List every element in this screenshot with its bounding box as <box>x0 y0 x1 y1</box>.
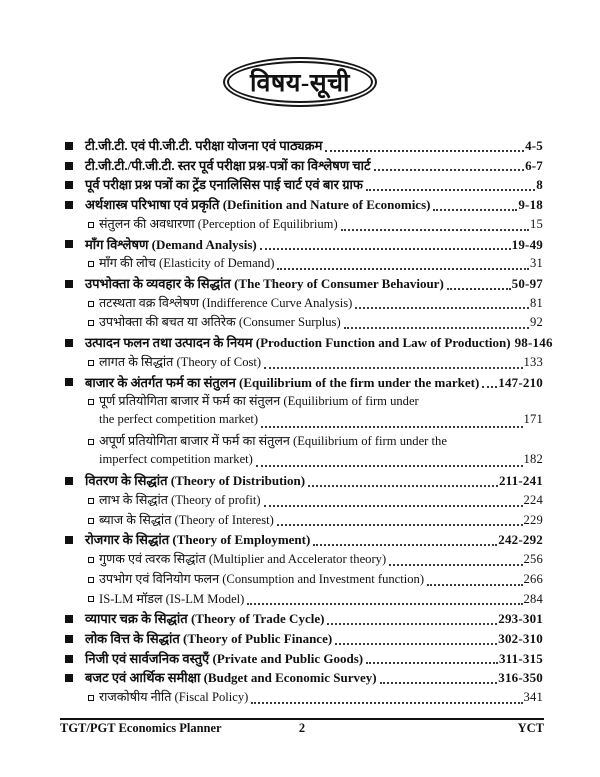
toc-entry <box>65 294 543 314</box>
toc-page-number: 311-315 <box>498 650 543 666</box>
toc-page-number: 50-97 <box>511 276 543 292</box>
toc-page-number: 19-49 <box>511 236 543 252</box>
filled-square-bullet-icon <box>65 339 73 347</box>
hollow-square-bullet-icon <box>88 557 94 563</box>
toc-entry-line <box>65 609 543 629</box>
toc-entry <box>65 471 543 491</box>
toc-entry <box>65 195 543 215</box>
dot-leader <box>433 209 517 211</box>
toc-entry <box>65 570 543 590</box>
toc-page-number: 4-5 <box>525 138 543 153</box>
toc-entry-line <box>65 215 543 235</box>
toc-entry <box>65 175 543 195</box>
toc-entry <box>65 530 543 550</box>
page-title: विषय-सूची <box>250 70 350 97</box>
toc-list <box>65 136 553 708</box>
hollow-square-bullet-icon <box>88 222 94 228</box>
toc-entry <box>65 609 543 629</box>
toc-page-number: 341 <box>523 690 543 705</box>
toc-entry <box>65 491 543 511</box>
toc-entry-label: राजकोषीय नीति (Fiscal Policy) <box>99 690 249 705</box>
toc-entry-line <box>65 136 543 156</box>
toc-entry-label: माँग की लोच (Elasticity of Demand) <box>99 256 275 271</box>
dot-leader <box>313 544 497 546</box>
toc-entry-label: माँग विश्लेषण (Demand Analysis) <box>85 236 257 252</box>
filled-square-bullet-icon <box>65 536 73 544</box>
toc-page-number: 242-292 <box>498 532 543 548</box>
toc-page-number: 171 <box>523 412 543 427</box>
hollow-square-bullet-icon <box>88 596 94 602</box>
toc-entry <box>65 392 543 431</box>
toc-entry-label: तटस्थता वक्र विश्लेषण (Indifference Curve Analysis) <box>99 295 353 310</box>
filled-square-bullet-icon <box>65 162 73 170</box>
toc-entry-line <box>65 313 543 333</box>
filled-square-bullet-icon <box>65 635 73 643</box>
hollow-square-bullet-icon <box>88 498 94 504</box>
toc-page-number: 31 <box>530 256 543 271</box>
hollow-square-bullet-icon <box>88 360 94 366</box>
dot-leader <box>389 564 522 566</box>
toc-entry-label-continued: imperfect competition market) <box>99 451 253 466</box>
toc-entry-line <box>65 590 543 610</box>
toc-entry-label: अर्थशास्त्र परिभाषा एवं प्रकृति (Definition and Nature of Economics) <box>85 197 431 213</box>
toc-page-number: 229 <box>523 512 543 527</box>
filled-square-bullet-icon <box>65 142 73 150</box>
toc-entry-line <box>65 550 543 570</box>
dot-leader <box>247 603 522 605</box>
toc-entry-label: पूर्ण प्रतियोगिता बाजार में फर्म का संतुलन (Equilibrium of firm under <box>99 394 419 409</box>
title-oval <box>223 57 377 107</box>
dot-leader <box>427 584 522 586</box>
toc-entry-line <box>65 274 543 294</box>
dot-leader <box>380 682 498 684</box>
toc-entry-label: संतुलन की अवधारणा (Perception of Equilibrium) <box>99 216 338 231</box>
toc-entry-line <box>65 432 543 452</box>
toc-entry-label: उपभोक्ता की बचत या अतिरेक (Consumer Surplus) <box>99 315 341 330</box>
toc-entry-label: उपभोग एवं विनियोग फलन (Consumption and Investment function) <box>99 571 425 586</box>
toc-entry-line <box>65 392 543 412</box>
dot-leader <box>325 150 524 152</box>
toc-entry-label: व्यापार चक्र के सिद्धांत (Theory of Trade Cycle) <box>85 611 325 627</box>
toc-entry-line <box>65 156 543 176</box>
dot-leader <box>261 426 522 428</box>
dot-leader <box>256 465 523 467</box>
page-footer <box>60 718 544 736</box>
toc-entry-label: बाजार के अंतर्गत फर्म का संतुलन (Equilibrium of the firm under the market) <box>85 374 480 390</box>
dot-leader <box>251 702 522 704</box>
dot-leader <box>308 485 498 487</box>
toc-entry <box>65 432 543 471</box>
filled-square-bullet-icon <box>65 181 73 189</box>
dot-leader <box>374 169 524 171</box>
filled-square-bullet-icon <box>65 240 73 248</box>
toc-entry-line <box>65 333 553 353</box>
dot-leader <box>335 643 497 645</box>
toc-page-number: 98-146 <box>514 335 553 351</box>
footer-row <box>60 720 544 736</box>
filled-square-bullet-icon <box>65 280 73 288</box>
footer-publisher: YCT <box>517 721 544 735</box>
toc-page-number: 256 <box>523 552 543 567</box>
toc-entry-line <box>65 511 543 531</box>
toc-entry <box>65 156 543 176</box>
filled-square-bullet-icon <box>65 201 73 209</box>
toc-page-number: 8 <box>536 177 543 193</box>
filled-square-bullet-icon <box>65 477 73 485</box>
toc-page-number: 147-210 <box>498 374 543 390</box>
toc-entry-line <box>65 353 543 373</box>
toc-entry-label: गुणक एवं त्वरक सिद्धांत (Multiplier and Accelerator theory) <box>99 552 387 567</box>
toc-entry-line <box>65 688 543 708</box>
toc-page-number: 81 <box>530 295 543 310</box>
toc-entry <box>65 136 543 156</box>
toc-page-number: 302-310 <box>498 630 543 646</box>
toc-entry <box>65 373 543 393</box>
toc-entry-label: उत्पादन फलन तथा उत्पादन के नियम (Production Function and Law of Production) <box>85 335 511 351</box>
toc-entry <box>65 511 543 531</box>
dot-leader <box>355 307 529 309</box>
toc-entry-line <box>65 530 543 550</box>
toc-page-number: 316-350 <box>498 670 543 686</box>
toc-entry-label: उपभोक्ता के व्यवहार के सिद्धांत (The Theory of Consumer Behaviour) <box>85 276 444 292</box>
toc-entry-line <box>65 235 543 255</box>
filled-square-bullet-icon <box>65 378 73 386</box>
toc-entry-label: बजट एवं आर्थिक समीक्षा (Budget and Economic Survey) <box>85 670 377 686</box>
toc-entry-label: लागत के सिद्धांत (Theory of Cost) <box>99 354 262 369</box>
toc-entry-label: IS-LM मॉडल (IS-LM Model) <box>99 591 245 606</box>
dot-leader <box>264 367 522 369</box>
toc-entry <box>65 215 543 235</box>
footer-book-title: TGT/PGT Economics Planner <box>60 721 222 735</box>
toc-entry-line-continued <box>65 412 543 432</box>
toc-entry <box>65 629 543 649</box>
toc-page-number: 211-241 <box>498 473 543 489</box>
toc-entry-label: टी.जी.टी. एवं पी.जी.टी. परीक्षा योजना एवं पाठ्यक्रम <box>85 138 323 153</box>
dot-leader <box>277 524 523 526</box>
dot-leader <box>344 327 529 329</box>
hollow-square-bullet-icon <box>88 695 94 701</box>
toc-entry <box>65 649 543 669</box>
toc-entry-label-continued: the perfect competition market) <box>99 412 259 427</box>
toc-entry-line <box>65 294 543 314</box>
toc-entry-line <box>65 649 543 669</box>
toc-entry-line <box>65 570 543 590</box>
toc-entry <box>65 590 543 610</box>
toc-page-number: 293-301 <box>498 611 543 627</box>
hollow-square-bullet-icon <box>88 518 94 524</box>
toc-page-number: 182 <box>523 451 543 466</box>
filled-square-bullet-icon <box>65 655 73 663</box>
dot-leader <box>260 248 511 250</box>
hollow-square-bullet-icon <box>88 301 94 307</box>
toc-page-number: 15 <box>530 216 543 231</box>
toc-entry <box>65 235 543 255</box>
dot-leader <box>366 662 498 664</box>
hollow-square-bullet-icon <box>88 320 94 326</box>
filled-square-bullet-icon <box>65 674 73 682</box>
toc-entry-line <box>65 195 543 215</box>
dot-leader <box>366 189 535 191</box>
toc-entry-label: रोजगार के सिद्धांत (Theory of Employment) <box>85 532 311 548</box>
toc-page-number: 266 <box>523 571 543 586</box>
hollow-square-bullet-icon <box>88 439 94 445</box>
toc-page-number: 284 <box>523 591 543 606</box>
toc-entry-line <box>65 491 543 511</box>
dot-leader <box>482 386 497 388</box>
toc-entry-line <box>65 471 543 491</box>
dot-leader <box>264 505 523 507</box>
dot-leader <box>447 288 511 290</box>
toc-entry-line <box>65 629 543 649</box>
toc-entry-label: अपूर्ण प्रतियोगिता बाजार में फर्म का संतुलन (Equilibrium of firm under the <box>99 433 447 448</box>
toc-entry-line <box>65 668 543 688</box>
toc-entry <box>65 550 543 570</box>
filled-square-bullet-icon <box>65 615 73 623</box>
toc-entry-line-continued <box>65 452 543 472</box>
toc-entry-label: पूर्व परीक्षा प्रश्न पत्रों का ट्रेंड एनालिसिस पाई चार्ट एवं बार ग्राफ <box>85 177 363 193</box>
dot-leader <box>327 623 497 625</box>
dot-leader <box>341 229 529 231</box>
toc-entry-line <box>65 254 543 274</box>
toc-page-number: 9-18 <box>518 197 543 213</box>
toc-page-number: 133 <box>523 354 543 369</box>
toc-entry <box>65 274 543 294</box>
toc-entry-line <box>65 175 543 195</box>
dot-leader <box>277 268 529 270</box>
hollow-square-bullet-icon <box>88 577 94 583</box>
toc-entry <box>65 668 543 688</box>
toc-entry <box>65 333 553 353</box>
hollow-square-bullet-icon <box>88 261 94 267</box>
toc-entry-line <box>65 373 543 393</box>
toc-entry <box>65 313 543 333</box>
footer-page-number: 2 <box>298 721 306 735</box>
toc-entry <box>65 254 543 274</box>
toc-entry-label: ब्याज के सिद्धांत (Theory of Interest) <box>99 512 274 527</box>
toc-entry-label: टी.जी.टी./पी.जी.टी. स्तर पूर्व परीक्षा प्रश्न-पत्रों का विश्लेषण चार्ट <box>85 157 371 173</box>
toc-page-number: 224 <box>523 492 543 507</box>
hollow-square-bullet-icon <box>88 399 94 405</box>
title-oval-inner <box>227 61 373 103</box>
toc-entry <box>65 688 543 708</box>
toc-entry-label: निजी एवं सार्वजनिक वस्तुएँ (Private and Public Goods) <box>85 650 364 666</box>
toc-entry-label: लाभ के सिद्धांत (Theory of profit) <box>99 492 261 507</box>
toc-page-number: 6-7 <box>525 157 543 173</box>
toc-entry-label: वितरण के सिद्धांत (Theory of Distribution) <box>85 473 306 489</box>
toc-page-number: 92 <box>530 315 543 330</box>
toc-entry-label: लोक वित्त के सिद्धांत (Theory of Public Finance) <box>85 630 333 646</box>
toc-entry <box>65 353 543 373</box>
